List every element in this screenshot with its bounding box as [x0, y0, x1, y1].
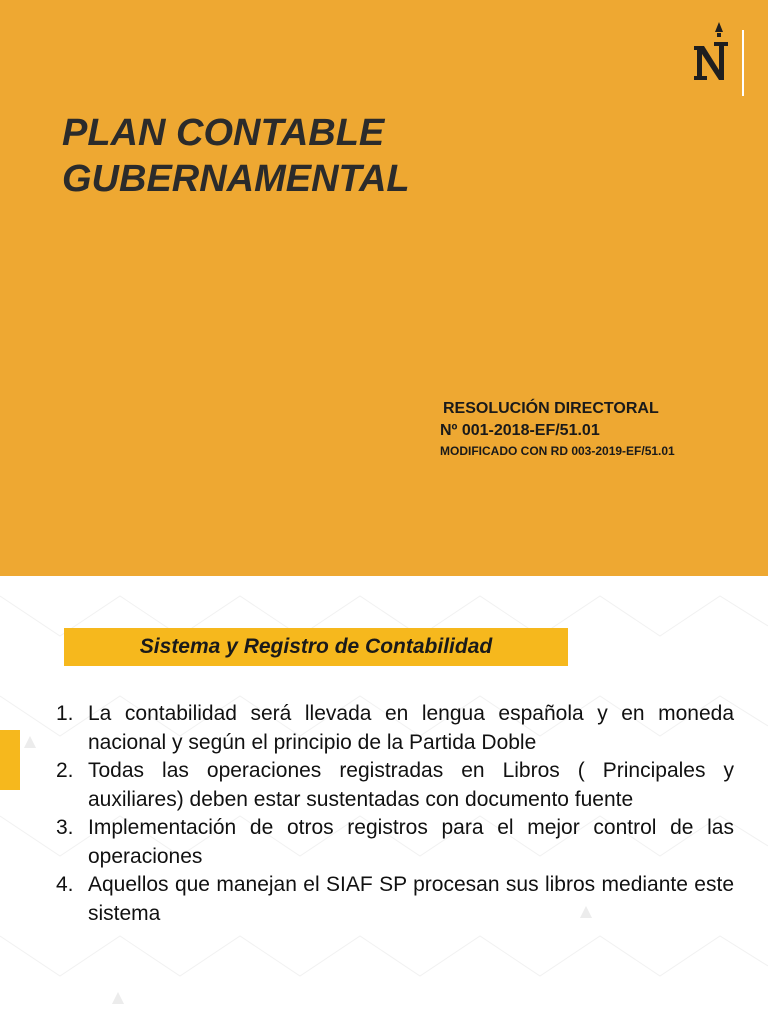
numbered-list	[56, 700, 734, 928]
list-item	[56, 814, 734, 871]
resolution-title: RESOLUCIÓN DIRECTORAL	[443, 400, 659, 417]
list-item-text: Todas las operaciones registradas en Libros ( Principales y auxiliares) deben estar sustentadas con documento fuente	[88, 759, 734, 811]
title-line-2: GUBERNAMENTAL	[62, 158, 410, 200]
left-accent-tab	[0, 730, 20, 790]
resolution-number: Nº 001-2018-EF/51.01	[440, 422, 600, 439]
list-item-number: 4.	[56, 873, 74, 896]
title-line-1: PLAN CONTABLE	[62, 112, 385, 154]
section-title: Sistema y Registro de Contabilidad	[139, 635, 493, 658]
list-item-text: Implementación de otros registros para el mejor control de las operaciones	[88, 816, 734, 868]
list-item-text: Aquellos que manejan el SIAF SP procesan sus libros mediante este sistema	[88, 873, 734, 925]
resolution-block	[440, 398, 675, 460]
section-banner	[64, 628, 568, 666]
resolution-modification: MODIFICADO CON RD 003-2019-EF/51.01	[440, 444, 675, 458]
list-item	[56, 871, 734, 928]
logo-divider	[742, 30, 744, 96]
list-item	[56, 757, 734, 814]
list-item-number: 3.	[56, 816, 74, 839]
n-logo-icon	[688, 18, 738, 84]
slide-title	[62, 110, 410, 202]
list-item-text: La contabilidad será llevada en lengua española y en moneda nacional y según el principio de la Partida Doble	[88, 702, 734, 754]
list-item-number: 1.	[56, 702, 74, 725]
list-item	[56, 700, 734, 757]
list-item-number: 2.	[56, 759, 74, 782]
